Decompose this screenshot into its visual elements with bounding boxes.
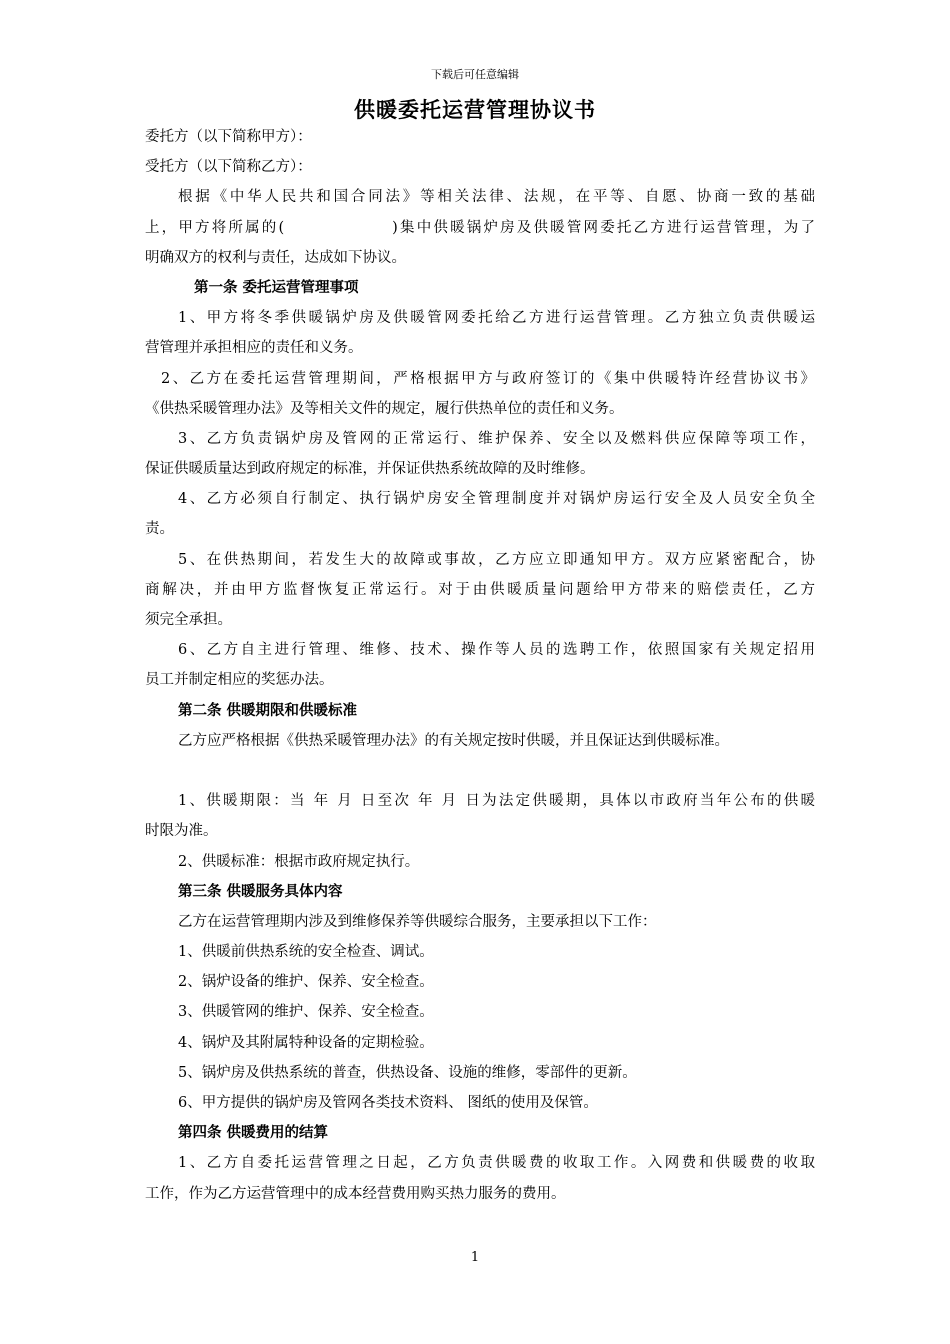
paragraph-line: 5、在供热期间，若发生大的故障或事故，乙方应立即通知甲方。双方应紧密配合，协	[178, 551, 815, 568]
paragraph-line: 3、乙方负责锅炉房及管网的正常运行、维护保养、安全以及燃料供应保障等项工作，	[178, 430, 815, 447]
intro-line: 明确双方的权利与责任，达成如下协议。	[145, 249, 406, 266]
paragraph-line: 员工并制定相应的奖惩办法。	[145, 672, 334, 689]
paragraph-line: 6、乙方自主进行管理、维修、技术、操作等人员的选聘工作，依照国家有关规定招用	[178, 642, 815, 659]
section-heading: 第四条 供暖费用的结算	[178, 1124, 329, 1142]
document-body	[145, 122, 815, 1209]
paragraph-line: 乙方应严格根据《供热采暖管理办法》的有关规定按时供暖，并且保证达到供暖标准。	[178, 732, 729, 749]
paragraph-line: 须完全承担。	[145, 612, 232, 628]
list-item: 4、锅炉及其附属特种设备的定期检验。	[178, 1034, 434, 1051]
blank-line	[145, 756, 815, 786]
paragraph-line: 工作，作为乙方运营管理中的成本经营费用购买热力服务的费用。	[145, 1185, 566, 1202]
paragraph-line: 保证供暖质量达到政府规定的标准，并保证供热系统故障的及时维修。	[145, 461, 595, 478]
paragraph-line: 2、乙方在委托运营管理期间，严格根据甲方与政府签订的《集中供暖特许经营协议书》	[161, 370, 815, 387]
paragraph-line: 商解决，并由甲方监督恢复正常运行。对于由供暖质量问题给甲方带来的赔偿责任，乙方	[145, 581, 815, 598]
paragraph-line: 营管理并承担相应的责任和义务。	[145, 340, 363, 357]
paragraph-line: 责。	[145, 521, 174, 538]
paragraph-line: 1、乙方自委托运营管理之日起，乙方负责供暖费的收取工作。入网费和供暖费的收取	[178, 1155, 815, 1172]
paragraph-line: 2、供暖标准：根据市政府规定执行。	[178, 853, 420, 870]
list-item: 2、锅炉设备的维护、保养、安全检查。	[178, 974, 434, 991]
list-item: 1、供暖前供热系统的安全检查、调试。	[178, 944, 434, 961]
paragraph-line: 时限为准。	[145, 823, 218, 840]
paragraph-line: 乙方在运营管理期内涉及到维修保养等供暖综合服务，主要承担以下工作：	[178, 913, 657, 930]
section-heading: 第二条 供暖期限和供暖标准	[178, 701, 358, 719]
list-item: 3、供暖管网的维护、保养、安全检查。	[178, 1004, 434, 1021]
page-number: 1	[470, 1250, 480, 1265]
party-b-line: 受托方（以下简称乙方）：	[145, 159, 312, 176]
intro-line: 上，甲方将所属的( )集中供暖锅炉房及供暖管网委托乙方进行运营管理，为了	[145, 219, 815, 236]
list-item: 5、锅炉房及供热系统的普查，供热设备、设施的维修，零部件的更新。	[178, 1064, 637, 1081]
paragraph-line: 《供热采暖管理办法》及等相关文件的规定，履行供热单位的责任和义务。	[145, 400, 624, 417]
section-heading: 第三条 供暖服务具体内容	[178, 882, 343, 900]
party-a-line: 委托方（以下简称甲方）：	[145, 129, 312, 145]
section-heading: 第一条 委托运营管理事项	[194, 278, 359, 296]
paragraph-line: 1、甲方将冬季供暖锅炉房及供暖管网委托给乙方进行运营管理。乙方独立负责供暖运	[178, 310, 815, 327]
document-title: 供暖委托运营管理协议书	[354, 97, 596, 122]
paragraph-line: 1、供暖期限：当 年 月 日至次 年 月 日为法定供暖期，具体以市政府当年公布的供暖	[178, 793, 815, 810]
paragraph-line: 4、乙方必须自行制定、执行锅炉房安全管理制度并对锅炉房运行安全及人员安全负全	[178, 491, 815, 508]
list-item: 6、甲方提供的锅炉房及管网各类技术资料、 图纸的使用及保管。	[178, 1095, 598, 1111]
intro-line: 根据《中华人民共和国合同法》等相关法律、法规，在平等、自愿、协商一致的基础	[178, 189, 815, 206]
page-header: 下载后可任意编辑	[431, 68, 519, 81]
